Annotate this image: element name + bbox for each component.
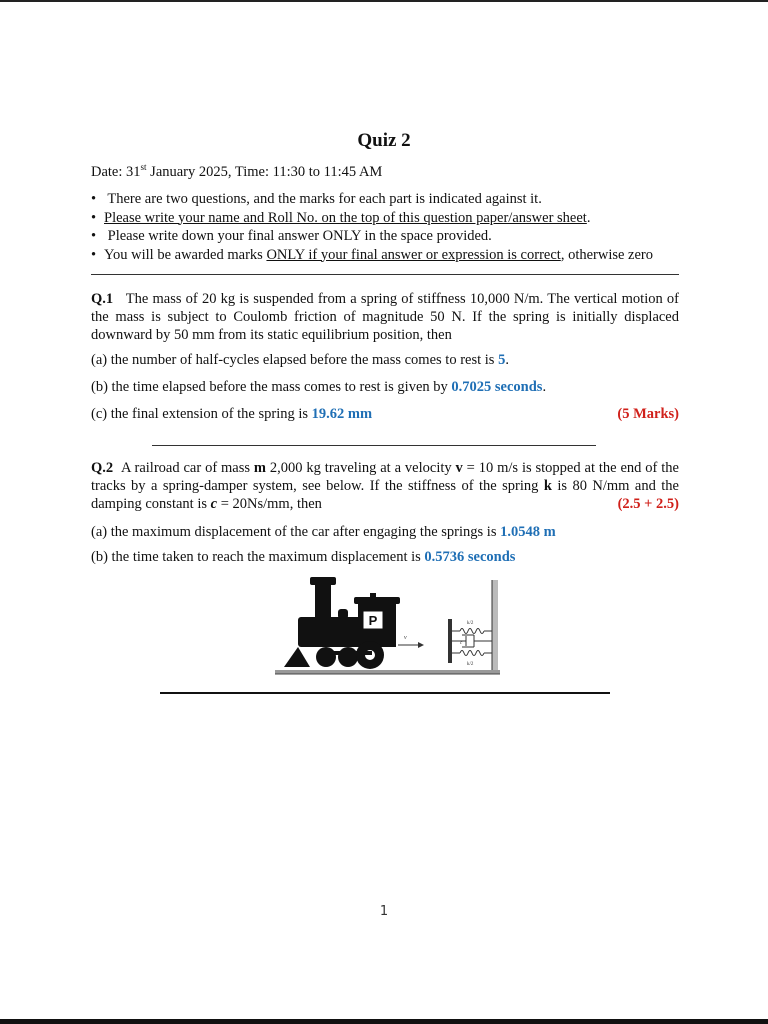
car-letter: P (368, 613, 378, 628)
instruction-underlined: ONLY if your final answer or expression is correct (266, 246, 561, 263)
q1-text: The mass of 20 kg is suspended from a spring of stiffness 10,000 N/m. The vertical motion of the mass is subject to Coulomb friction of magnitude 50 N. If the spring is initially displaced downward by 50 mm from its static equilibrium position, then (91, 291, 679, 343)
q1-c-answer: 19.62 mm (311, 406, 373, 422)
q2-text: is 80 N/mm and the damping constant is (91, 478, 679, 512)
q2-text: 2,000 kg traveling at a velocity (266, 460, 456, 476)
page-number: 1 (379, 904, 389, 919)
spring-bottom-label: k/2 (467, 662, 474, 667)
bullet-icon: • (91, 246, 97, 263)
date-line (91, 162, 382, 181)
q1-statement (91, 290, 679, 344)
q2-a-answer: 1.0548 m (500, 524, 556, 540)
instruction-text: Please write your name and Roll No. on the top of this question paper/answer sheet (104, 209, 587, 226)
q2-b-text: (b) the time taken to reach the maximum displacement is (91, 549, 425, 565)
q2-part-b (91, 548, 679, 566)
q1-part-c (91, 405, 679, 423)
wall (492, 580, 498, 670)
damper-label: c (460, 641, 463, 646)
q1-part-b (91, 378, 679, 396)
q2-label: Q.2 (91, 460, 114, 476)
q1-b-end: . (542, 379, 547, 395)
question-divider (152, 445, 596, 446)
q2-symbol-m: m (253, 460, 267, 476)
q2-symbol-v: v (455, 460, 463, 476)
q2-statement (91, 459, 679, 513)
q1-marks: (5 Marks) (617, 406, 679, 422)
damper-icon (452, 635, 492, 647)
instruction-item (91, 190, 691, 209)
bullet-icon: • (91, 228, 97, 244)
q1-a-end: . (505, 352, 509, 368)
instruction-item (91, 209, 691, 228)
q1-b-text: (b) the time elapsed before the mass comes to rest is given by (91, 379, 452, 395)
instruction-text: You will be awarded marks (104, 246, 267, 263)
q1-c-text: (c) the final extension of the spring is (91, 406, 312, 422)
q2-text: = 10 m/s is stopped at the end of the tracks by a spring-damper system, see below. If the stiffness of the spring (91, 460, 679, 494)
page-title: Quiz 2 (357, 130, 411, 151)
bullet-icon: • (91, 209, 97, 226)
q1-b-answer: 0.7025 seconds (451, 379, 543, 395)
instruction-text-end: , otherwise zero (560, 246, 654, 263)
instruction-item (91, 227, 691, 246)
end-divider (160, 692, 610, 694)
date-text: Date: 31 (91, 163, 141, 180)
q1-a-answer: 5 (498, 352, 506, 368)
velocity-label: v (404, 635, 407, 641)
section-divider (91, 274, 679, 275)
q1-a-text: (a) the number of half-cycles elapsed before the mass comes to rest is (91, 352, 499, 368)
instruction-item (91, 246, 691, 265)
buffer-plate (448, 619, 452, 663)
instruction-text: There are two questions, and the marks for each part is indicated against it. (107, 191, 542, 207)
bottom-border (0, 1019, 768, 1024)
q1-label: Q.1 (91, 291, 114, 307)
q2-symbol-k: k (543, 478, 552, 494)
spring-bottom-icon (452, 651, 492, 656)
q2-symbol-c: c (210, 496, 218, 512)
instruction-punct: . (586, 209, 591, 226)
instructions-list (91, 190, 691, 264)
spring-top-label: k/2 (467, 621, 474, 626)
locomotive-spring-damper-figure (270, 575, 510, 683)
date-superscript: st (140, 162, 147, 172)
q2-text: = 20Ns/mm, then (217, 496, 322, 512)
q2-marks: (2.5 + 2.5) (617, 496, 679, 512)
q1-part-a (91, 351, 679, 369)
track (275, 670, 500, 674)
q2-b-answer: 0.5736 seconds (424, 549, 516, 565)
q2-part-a (91, 523, 679, 541)
spring-top-icon (452, 629, 492, 634)
q2-text: A railroad car of mass (120, 460, 254, 476)
top-border (0, 0, 768, 2)
instruction-text: Please write down your final answer ONLY in the space provided. (107, 228, 492, 244)
bullet-icon: • (91, 191, 97, 207)
date-time-text: January 2025, Time: 11:30 to 11:45 AM (146, 163, 383, 180)
q2-a-text: (a) the maximum displacement of the car after engaging the springs is (91, 524, 501, 540)
